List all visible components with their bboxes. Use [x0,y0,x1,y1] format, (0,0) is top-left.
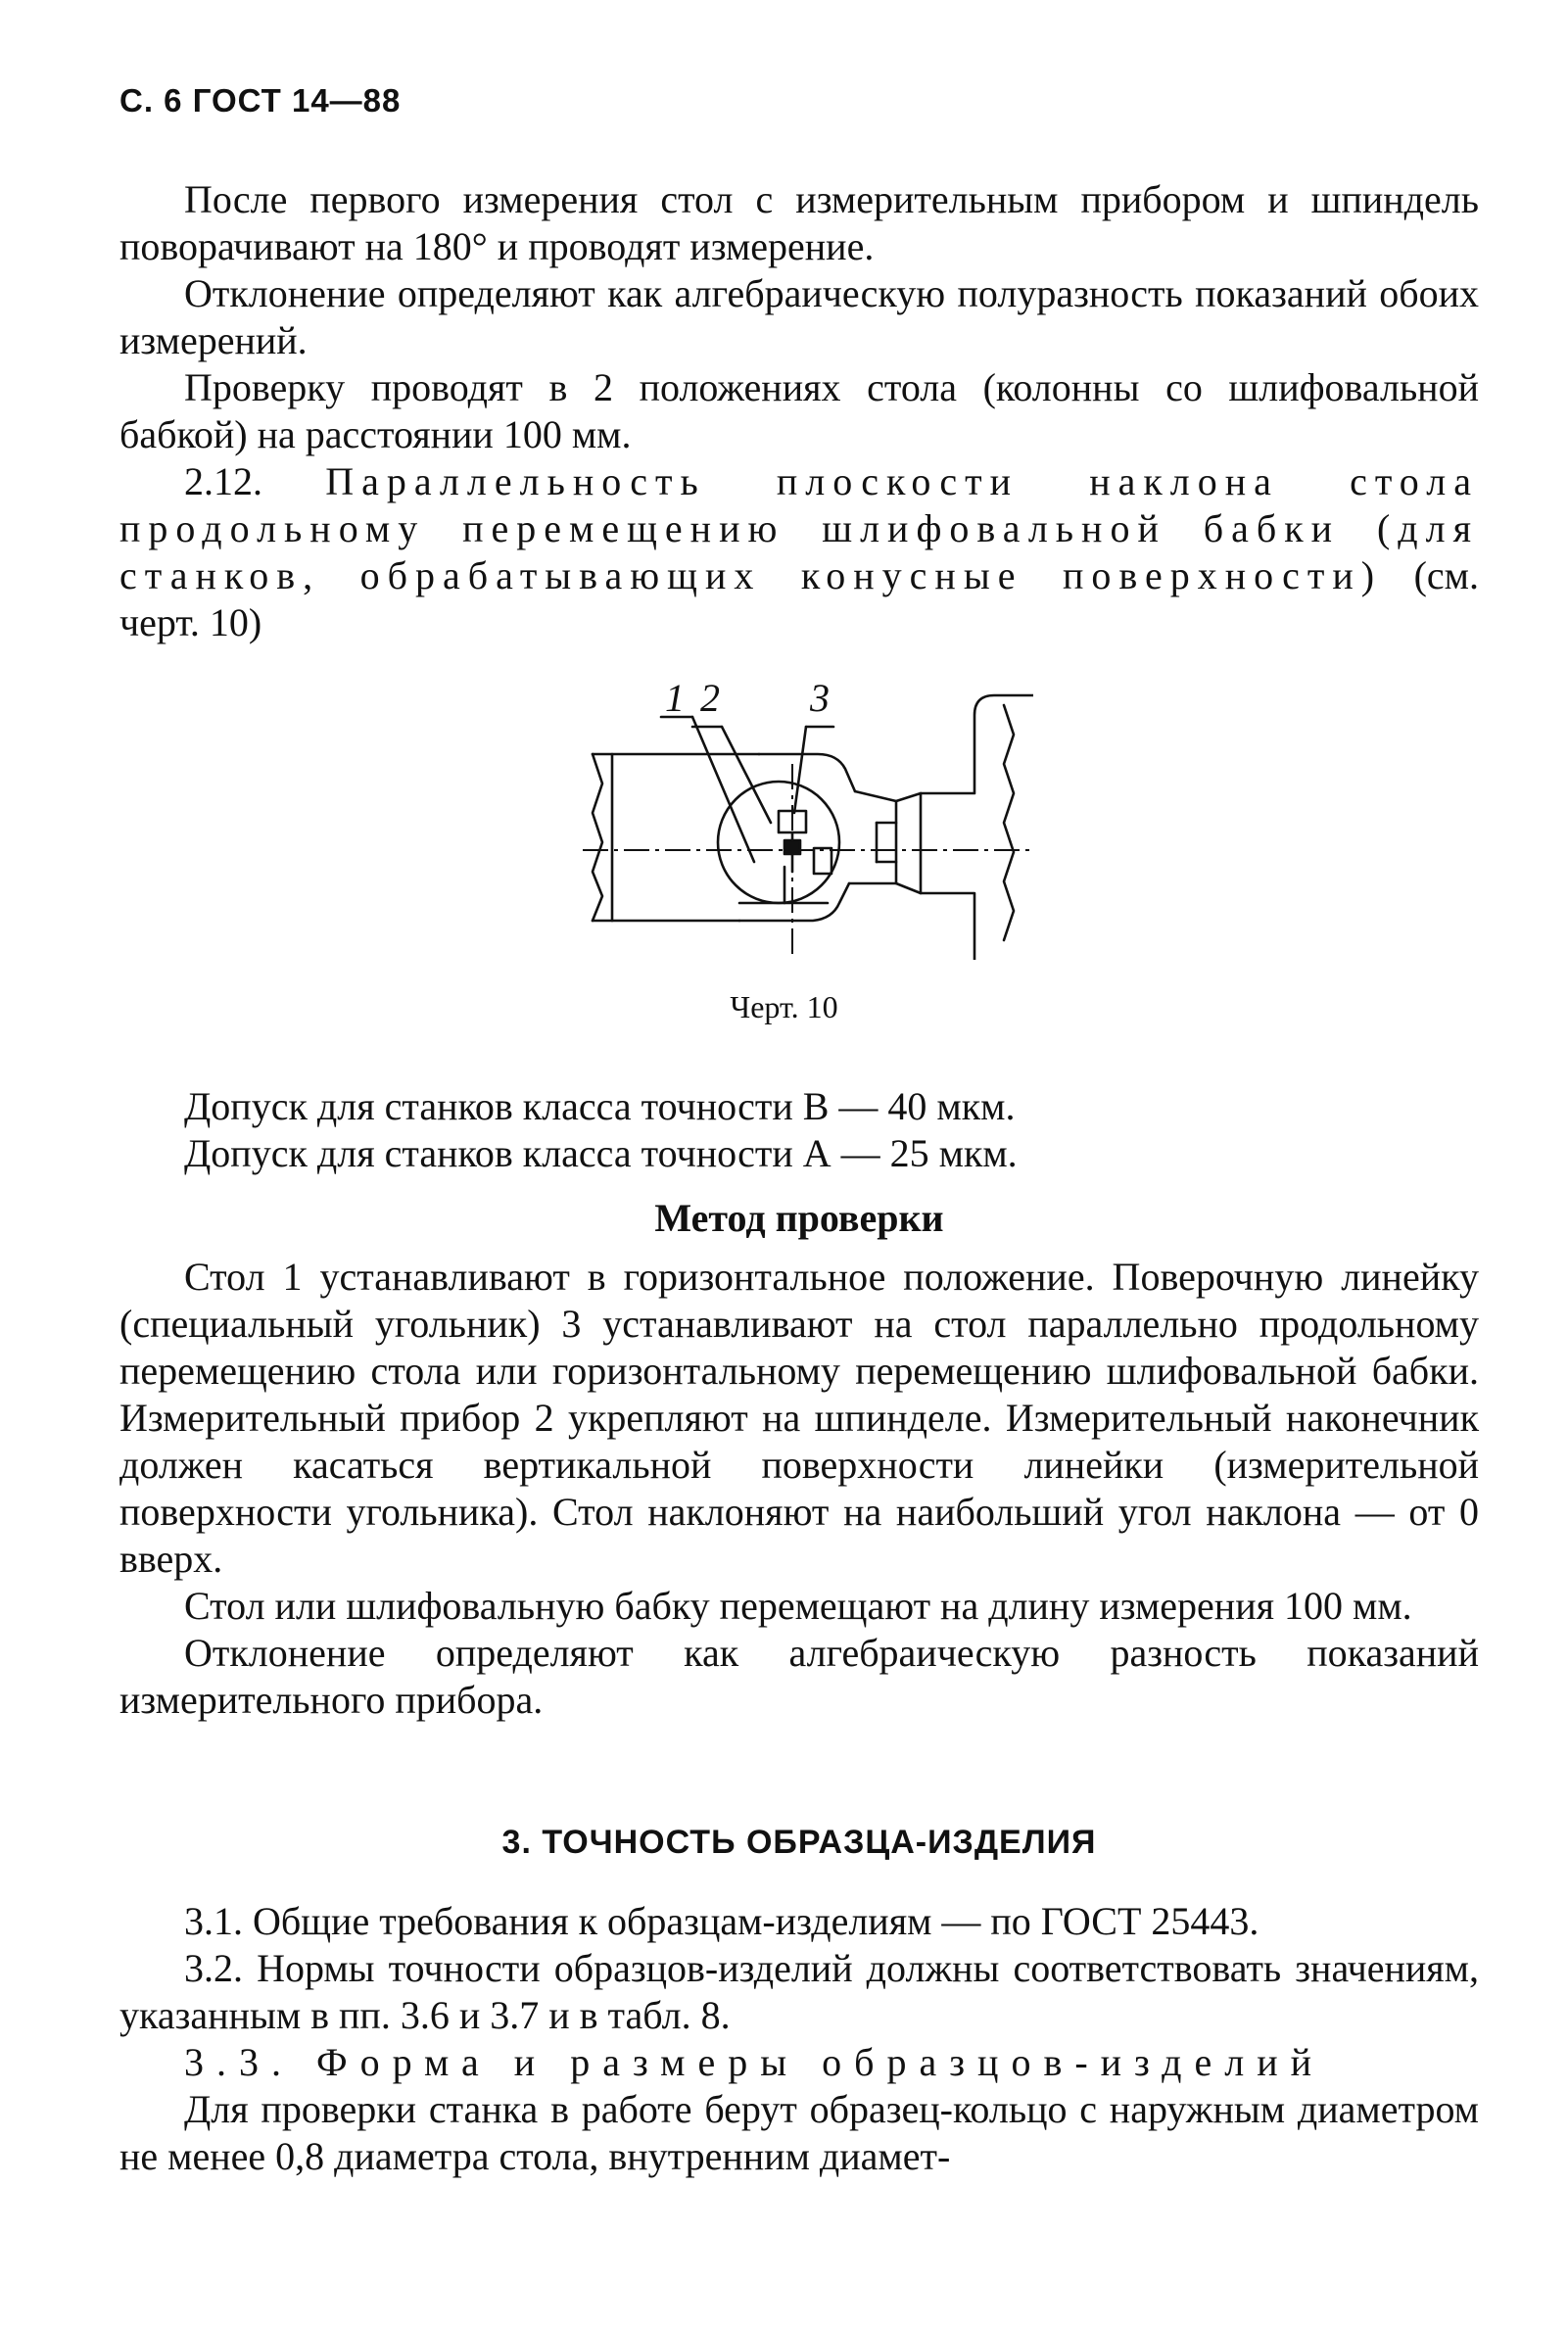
label-1: 1 [665,676,685,720]
clause-number: 2.12. [184,459,262,503]
paragraph: 3.2. Нормы точности образцов-изделий должны соответствовать значениям, указанным в пп. 3.6 и 3.7 и в табл. 8. [119,1946,1479,2037]
method-text-block [119,1254,1479,1724]
method-heading: Метод проверки [654,1196,944,1240]
label-3: 3 [810,676,830,720]
figure-caption: Черт. 10 [730,989,838,1024]
label-2: 2 [700,676,720,720]
paragraph: Проверку проводят в 2 положениях стола (колонны со шлифовальной бабкой) на расстоянии 100 мм. [119,365,1479,456]
paragraph: Отклонение определяют как алгебраическую разность показаний измерительного прибора. [119,1631,1479,1722]
paragraph: Для проверки станка в работе берут образец-кольцо с наружным диаметром не менее 0,8 диаметра стола, внутренним диамет- [119,2087,1479,2178]
section-title: 3. ТОЧНОСТЬ ОБРАЗЦА-ИЗДЕЛИЯ [501,1824,1097,1861]
leader-line-3 [794,727,806,813]
clause-3-3: 3.3. Форма и размеры образцов-изделий [184,2040,1325,2084]
paragraph: После первого измерения стол с измерительным прибором и шпиндель поворачивают на 180° и проводят измерение. [119,177,1479,268]
clause-2-12 [119,458,1479,646]
page-header: С. 6 ГОСТ 14—88 [119,82,402,119]
paragraph: Отклонение определяют как алгебраическую полуразность показаний обоих измерений. [119,271,1479,362]
leader-line-1 [692,717,754,862]
top-text-block [119,176,1479,646]
paragraph: 3.1. Общие требования к образцам-изделиям — по ГОСТ 25443. [184,1899,1259,1943]
paragraph: Стол или шлифовальную бабку перемещают на длину измерения 100 мм. [184,1584,1412,1628]
drawing-figure [583,676,1033,960]
tolerance-line: Допуск для станков класса точности А — 25 мкм. [184,1131,1018,1175]
clause-ref: (см. черт. 10) [119,553,1479,644]
paragraph: Стол 1 устанавливают в горизонтальное положение. Поверочную линейку (специальный угольник) 3 устанавливают на стол параллельно продольному перемещению стола или горизонтальному перемещению шлифовальной бабки. Измерительный прибор 2 укрепляют на шпинделе. Измерительный наконечник должен касаться вертикальной поверхности линейки (измерительной поверхности угольника). Стол наклоняют на наибольший угол наклона — от 0 вверх. [119,1255,1479,1581]
section3-text-block [119,1898,1479,2180]
tolerance-line: Допуск для станков класса точности В — 40 мкм. [184,1084,1016,1128]
clause-title: Параллельность плоскости наклона стола продольному перемещению шлифовальной бабки (для станков, обрабатывающих конусные поверхности) [119,459,1479,597]
tolerances-block [119,1083,1479,1177]
